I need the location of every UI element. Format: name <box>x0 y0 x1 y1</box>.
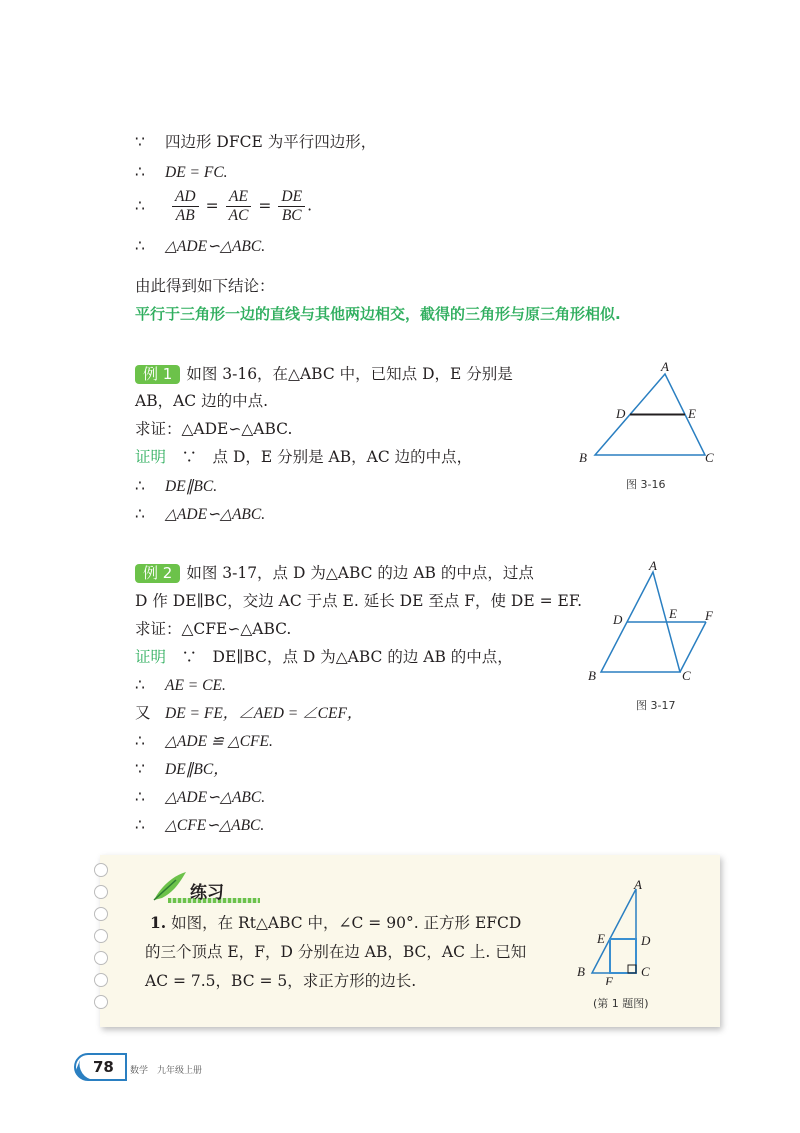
label-B: B <box>579 450 587 465</box>
label-B: B <box>577 964 585 979</box>
label-E: E <box>669 606 677 621</box>
label-A: A <box>661 360 669 374</box>
binder-ring <box>94 995 108 1009</box>
label-D: D <box>641 933 651 948</box>
example2-step-5: ∴ △ADE∽△ABC. <box>135 788 266 806</box>
example2-line2: D 作 DE∥BC，交边 AC 于点 E. 延长 DE 至点 F，使 DE = EF. <box>135 592 583 610</box>
proof-line-3-fractions: ∴ $\frac{AD}{AB}$ = $\frac{AE}{AC}$ = $\frac{DE}{BC}$ . <box>135 188 313 224</box>
book-title: 数学 九年级上册 <box>130 1066 203 1076</box>
label-C: C <box>641 964 650 979</box>
binder-ring <box>94 863 108 877</box>
example2-tag: 例 2 <box>135 564 180 583</box>
example2-step-6: ∴ △CFE∽△ABC. <box>135 816 265 834</box>
label-D: D <box>616 406 626 421</box>
label-D: D <box>613 612 623 627</box>
exercise-line3: AC = 7.5，BC = 5，求正方形的边长. <box>145 972 417 990</box>
label-F: F <box>605 974 613 985</box>
proof-line-4: ∴ △ADE∽△ABC. <box>135 237 266 255</box>
example2-proof-line1: 证明 ∵ DE∥BC，点 D 为△ABC 的边 AB 的中点， <box>135 648 513 666</box>
example2-prove: 求证：△CFE∽△ABC. <box>135 620 292 638</box>
proof-label: 证明 <box>135 648 167 666</box>
figure-3-17-caption: 图 3-17 <box>636 699 676 712</box>
example2-step-2: 又 DE = FE，∠AED = ∠CEF， <box>135 704 363 722</box>
segment-fc <box>680 622 706 672</box>
right-angle-mark <box>628 965 636 973</box>
exercise-figure <box>570 875 670 985</box>
label-E: E <box>688 406 696 421</box>
label-B: B <box>588 668 596 683</box>
binder-ring <box>94 907 108 921</box>
figure-3-16-caption: 图 3-16 <box>626 478 666 491</box>
fraction-ae-ac: $\frac{AE}{AC}$ <box>226 188 252 225</box>
figure-3-17 <box>585 560 725 685</box>
binder-ring <box>94 973 108 987</box>
binder-ring <box>94 951 108 965</box>
label-F: F <box>705 608 713 623</box>
example2-line1: 例 2 如图 3-17，点 D 为△ABC 的边 AB 的中点，过点 <box>135 563 534 583</box>
exercise-line1: 1. 如图，在 Rt△ABC 中，∠C = 90°. 正方形 EFCD <box>150 913 522 932</box>
exercise-line2: 的三个顶点 E，F，D 分别在边 AB，BC，AC 上. 已知 <box>145 943 527 961</box>
page-number: 78 <box>93 1058 114 1076</box>
example1-line1: 例 1 如图 3-16，在△ABC 中，已知点 D，E 分别是 <box>135 364 513 384</box>
example2-step-3: ∴ △ADE ≌ △CFE. <box>135 732 273 750</box>
proof-label: 证明 <box>135 448 167 466</box>
binder-ring <box>94 929 108 943</box>
proof-line-2: ∴ DE = FC. <box>135 163 228 181</box>
square-efcd <box>610 939 636 973</box>
fraction-de-bc: $\frac{DE}{BC}$ <box>278 188 305 225</box>
theorem-statement: 平行于三角形一边的直线与其他两边相交，截得的三角形与原三角形相似. <box>135 305 621 323</box>
example1-tag: 例 1 <box>135 365 180 384</box>
label-A: A <box>634 877 642 892</box>
proof-line-1: ∵ 四边形 DFCE 为平行四边形， <box>135 133 377 151</box>
fraction-ad-ab: $\frac{AD}{AB}$ <box>172 188 199 225</box>
example1-line2: AB，AC 边的中点. <box>135 392 268 410</box>
binder-ring <box>94 885 108 899</box>
label-E: E <box>597 931 605 946</box>
label-A: A <box>649 560 657 573</box>
exercise-title: 练习 <box>190 883 224 903</box>
example1-proof-line3: ∴ △ADE∽△ABC. <box>135 505 266 523</box>
conclusion-intro: 由此得到如下结论： <box>135 277 275 295</box>
example2-step-4: ∵ DE∥BC， <box>135 760 229 778</box>
example2-step-1: ∴ AE = CE. <box>135 676 226 694</box>
example1-prove: 求证：△ADE∽△ABC. <box>135 420 293 438</box>
label-C: C <box>682 668 691 683</box>
figure-3-16 <box>575 360 725 470</box>
label-C: C <box>705 450 714 465</box>
exercise-figure-caption: (第 1 题图) <box>593 997 649 1010</box>
example1-proof-line2: ∴ DE∥BC. <box>135 477 218 495</box>
example1-proof-line1: 证明 ∵ 点 D，E 分别是 AB，AC 边的中点， <box>135 448 473 466</box>
